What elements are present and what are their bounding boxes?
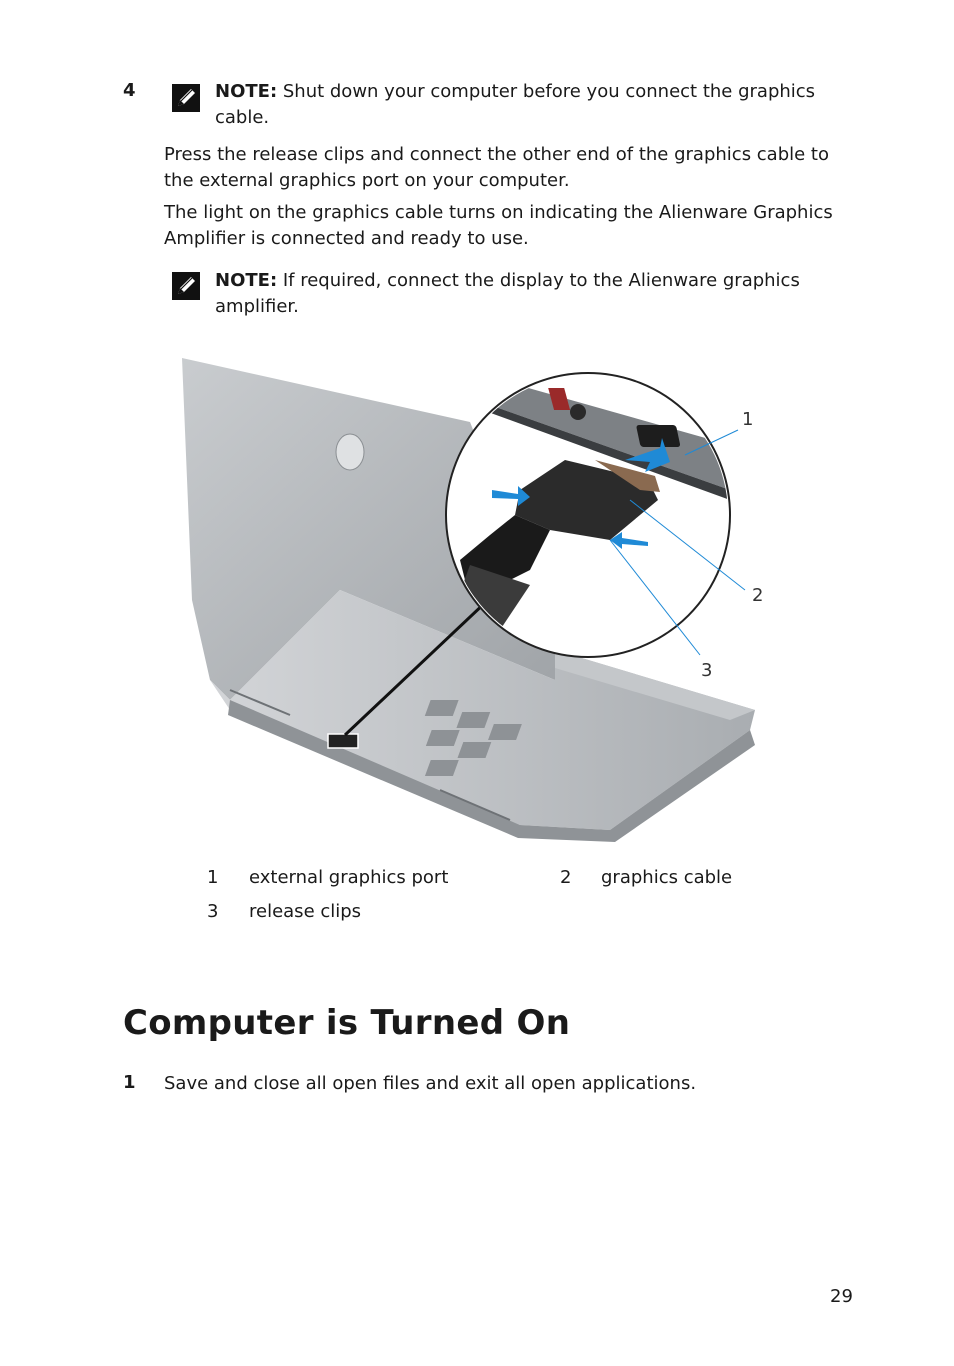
step-number: 1 xyxy=(123,1072,136,1093)
note-2-label: NOTE: xyxy=(215,270,278,291)
note-2-text: If required, connect the display to the Alienware graphics amplifier. xyxy=(215,270,800,317)
instruction-paragraph-2: The light on the graphics cable turns on indicating the Alienware Graphics Amplifier is connected and ready to use. xyxy=(164,202,833,249)
external-graphics-port xyxy=(328,734,358,748)
callout-number-2: 2 xyxy=(752,585,764,606)
page-number: 29 xyxy=(830,1286,853,1307)
note-pencil-icon xyxy=(172,272,200,300)
note-pencil-icon xyxy=(172,84,200,112)
callout-number-1: 1 xyxy=(742,409,754,430)
alien-logo-icon xyxy=(336,434,364,470)
legend-label-1: external graphics port xyxy=(249,867,449,888)
legend-num-3: 3 xyxy=(207,901,219,922)
step-number: 4 xyxy=(123,80,136,101)
note-1-label: NOTE: xyxy=(215,81,278,102)
instruction-paragraph-1: Press the release clips and connect the other end of the graphics cable to the external graphics port on your computer. xyxy=(164,144,830,191)
note-2 xyxy=(215,268,845,320)
legend-label-2: graphics cable xyxy=(601,867,733,888)
legend-num-2: 2 xyxy=(560,867,572,888)
note-1-text: Shut down your computer before you connect the graphics cable. xyxy=(215,81,816,128)
section-title: Computer is Turned On xyxy=(123,1003,571,1043)
legend-num-1: 1 xyxy=(207,867,219,888)
callout-number-3: 3 xyxy=(701,660,713,681)
laptop-cable-illustration xyxy=(170,350,780,845)
step-1-text: Save and close all open files and exit all open applications. xyxy=(164,1073,697,1094)
note-1 xyxy=(215,79,845,131)
legend-label-3: release clips xyxy=(249,901,362,922)
